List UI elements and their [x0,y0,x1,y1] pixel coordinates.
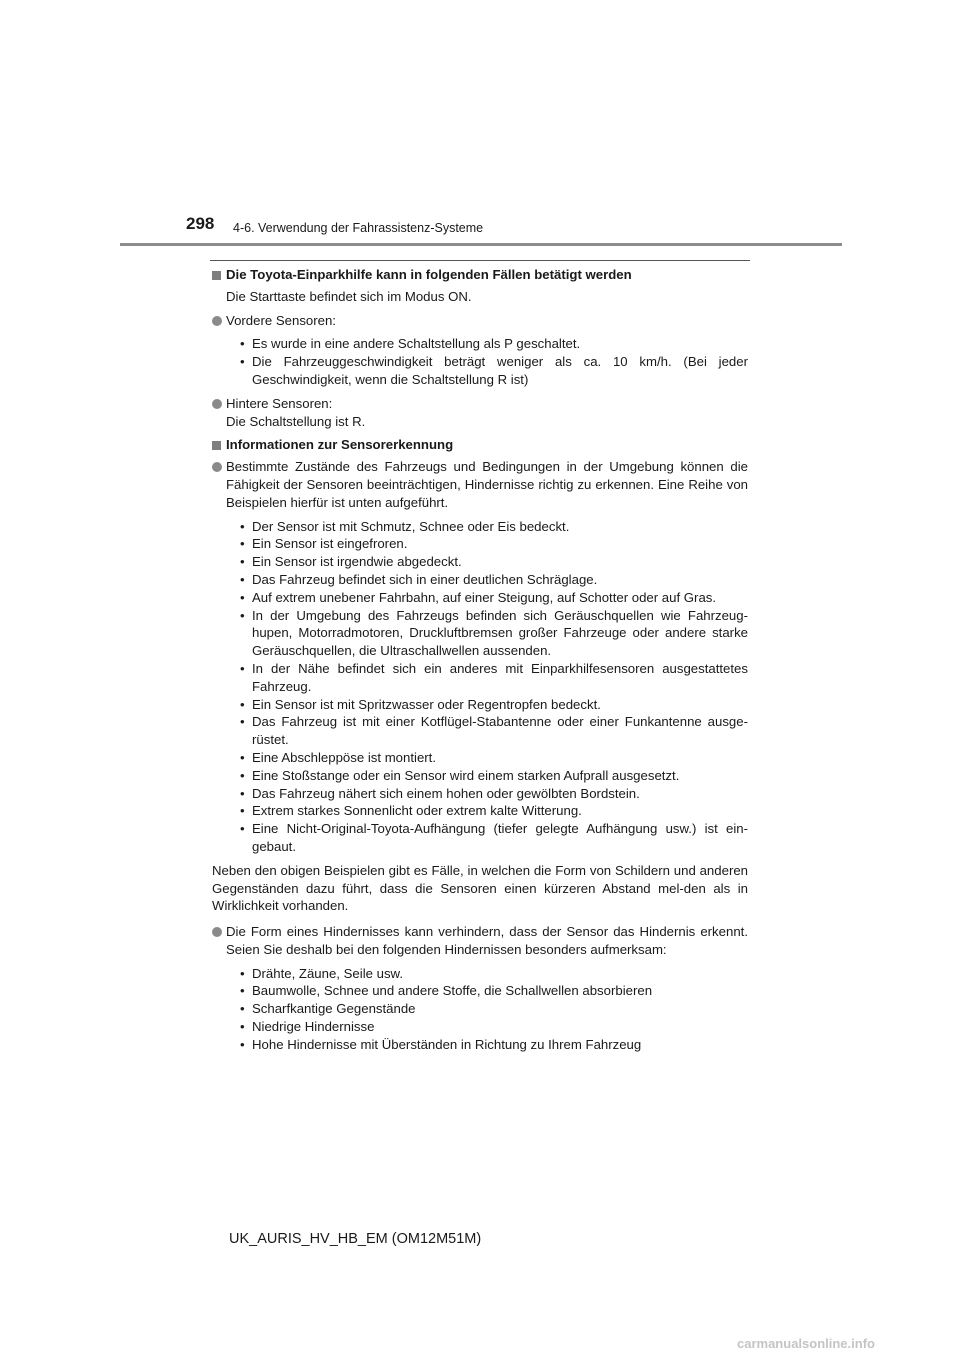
list-item: • Eine Nicht-Original-Toyota-Aufhängung (tiefer gelegte Aufhängung usw.) ist ein-gebaut. [238,820,748,856]
list-item: • Der Sensor ist mit Schmutz, Schnee oder Eis bedeckt. [238,518,748,536]
circle-item: Vordere Sensoren: [212,312,748,330]
list-item: • Die Fahrzeuggeschwindigkeit beträgt weniger als ca. 10 km/h. (Bei jeder Geschwindigkeit, wenn die Schaltstellung R ist) [238,353,748,389]
list-item: • Scharfkantige Gegenstände [238,1000,748,1018]
list-item: • Das Fahrzeug befindet sich in einer deutlichen Schräglage. [238,571,748,589]
section-title: 4-6. Verwendung der Fahrassistenz-Systeme [233,221,484,235]
list-item: • Eine Abschleppöse ist montiert. [238,749,748,767]
paragraph: Die Starttaste befindet sich im Modus ON. [226,288,472,304]
list-item: • Es wurde in eine andere Schaltstellung als P geschaltet. [238,335,748,353]
paragraph: Neben den obigen Beispielen gibt es Fälle, in welchen die Form von Schildern und anderen Gegenständen dazu führt, dass die Sensoren einen kürzeren Abstand mel-den als in Wirklichkeit vorhanden. [212,862,748,914]
list-item: • Eine Stoßstange oder ein Sensor wird einem starken Aufprall ausgesetzt. [238,767,748,785]
list-item: • Auf extrem unebener Fahrbahn, auf einer Steigung, auf Schotter oder auf Gras. [238,589,748,607]
list-item: • Ein Sensor ist eingefroren. [238,535,748,553]
bullet-list [212,518,748,856]
list-item: • Ein Sensor ist mit Spritzwasser oder Regentropfen bedeckt. [238,696,748,714]
square-bullet-icon [212,271,221,280]
list-item: • Niedrige Hindernisse [238,1018,748,1036]
list-item: • Hohe Hindernisse mit Überständen in Richtung zu Ihrem Fahrzeug [238,1036,748,1054]
circle-bullet-icon [212,316,222,326]
list-item: • In der Nähe befindet sich ein anderes mit Einparkhilfesensoren ausgestattetes Fahrzeug. [238,660,748,696]
section-heading: Die Toyota-Einparkhilfe kann in folgenden Fällen betätigt werden [212,266,748,284]
circle-bullet-icon [212,927,222,937]
watermark: carmanualsonline.info [737,1336,875,1351]
circle-bullet-icon [212,399,222,409]
bullet-list [212,965,748,1054]
page-content [212,266,748,1060]
list-item: • Drähte, Zäune, Seile usw. [238,965,748,983]
circle-item: Die Form eines Hindernisses kann verhindern, dass der Sensor das Hindernis erkennt. Seien Sie deshalb bei den folgenden Hindernissen besonders aufmerksam: [212,923,748,959]
content-top-rule [210,260,750,261]
bullet-list [212,335,748,388]
list-item: • Das Fahrzeug nähert sich einem hohen oder gewölbten Bordstein. [238,785,748,803]
list-item: • Extrem starkes Sonnenlicht oder extrem kalte Witterung. [238,802,748,820]
circle-item: Hintere Sensoren: Die Schaltstellung ist R. [212,395,748,431]
document-code: UK_AURIS_HV_HB_EM (OM12M51M) [229,1231,482,1247]
list-item: • Das Fahrzeug ist mit einer Kotflügel-Stabantenne oder einer Funkantenne ausge-rüstet. [238,713,748,749]
list-item: • Ein Sensor ist irgendwie abgedeckt. [238,553,748,571]
section-heading: Informationen zur Sensorerkennung [212,436,748,454]
list-item: • Baumwolle, Schnee und andere Stoffe, die Schallwellen absorbieren [238,982,748,1000]
page-number: 298 [186,214,215,233]
list-item: • In der Umgebung des Fahrzeugs befinden sich Geräuschquellen wie Fahrzeug-hupen, Motorradmotoren, Druckluftbremsen großer Fahrzeuge oder andere starke Geräuschquellen, die Ultraschallwellen aussenden. [238,607,748,660]
circle-item: Bestimmte Zustände des Fahrzeugs und Bedingungen in der Umgebung können die Fähigkeit der Sensoren beeinträchtigen, Hindernisse richtig zu erkennen. Eine Reihe von Beispielen hierfür ist unten aufgeführt. [212,458,748,511]
circle-bullet-icon [212,462,222,472]
square-bullet-icon [212,441,221,450]
header-rule [120,243,842,246]
